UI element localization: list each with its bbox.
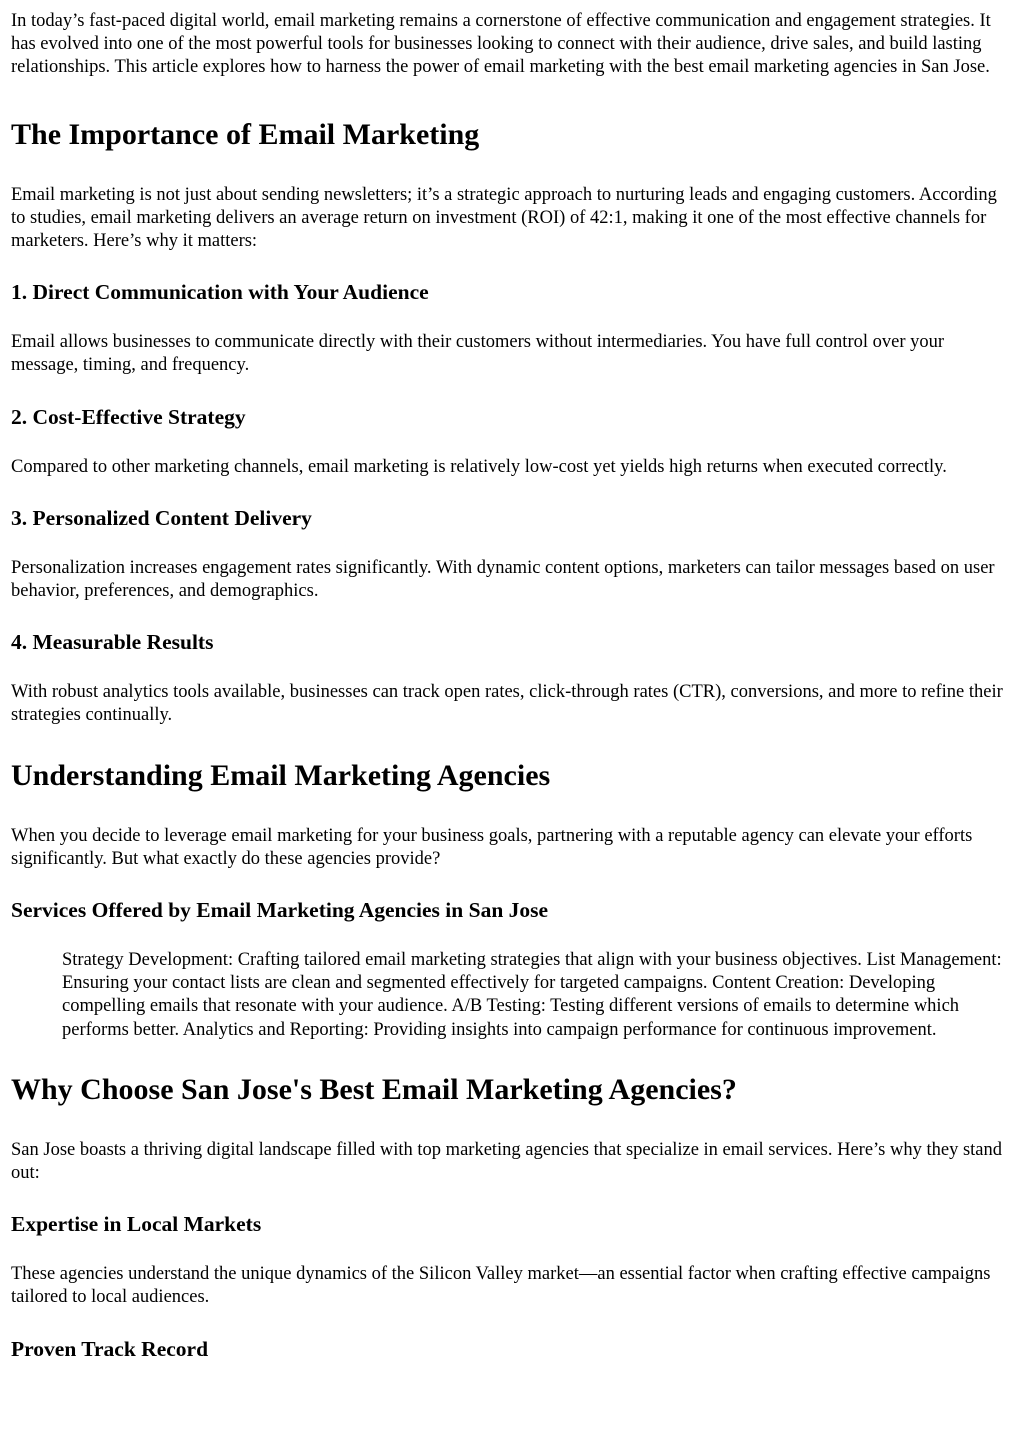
- why-choose-paragraph: San Jose boasts a thriving digital landscape filled with top marketing agencies that specialize in email services. Here’s why they stand out:: [11, 1139, 1003, 1184]
- section-heading-understanding-agencies: Understanding Email Marketing Agencies: [11, 758, 551, 792]
- importance-paragraph: Email marketing is not just about sending newsletters; it’s a strategic approach to nurturing leads and engaging customers. According to studies, email marketing delivers an average return on investment (ROI) of 42:1, making it one of the most effective channels for marketers. Here’s why it matters:: [11, 184, 997, 252]
- subheading-proven-track-record: Proven Track Record: [11, 1336, 209, 1361]
- subheading-cost-effective: 2. Cost-Effective Strategy: [11, 404, 246, 429]
- local-expertise-paragraph: These agencies understand the unique dynamics of the Silicon Valley market—an essential factor when crafting effective campaigns tailored to local audiences.: [11, 1264, 991, 1308]
- section-heading-why-choose: Why Choose San Jose's Best Email Marketing Agencies?: [11, 1072, 737, 1106]
- services-blockquote: Strategy Development: Crafting tailored email marketing strategies that align with your business objectives. List Management: Ensuring your contact lists are clean and segmented effectively for targeted campaigns. Content Creation: Developing compelling emails that resonate with your audience. A/B Testing: Testing different versions of emails to determine which performs better. Analytics and Reporting: Providing insights into campaign performance for continuous improvement.: [62, 950, 1002, 1040]
- subheading-direct-communication: 1. Direct Communication with Your Audience: [11, 280, 429, 305]
- intro-paragraph: In today’s fast-paced digital world, email marketing remains a cornerstone of effective communication and engagement strategies. It has evolved into one of the most powerful tools for businesses looking to connect with their audience, drive sales, and build lasting relationships. This article explores how to harness the power of email marketing with the best email marketing agencies in San Jose.: [11, 11, 991, 78]
- article: [0, 10, 1024, 1362]
- subheading-local-expertise: Expertise in Local Markets: [11, 1212, 262, 1237]
- personalized-content-paragraph: Personalization increases engagement rates significantly. With dynamic content options, marketers can tailor messages based on user behavior, preferences, and demographics.: [11, 557, 995, 602]
- subheading-personalized-content: 3. Personalized Content Delivery: [11, 505, 312, 530]
- subheading-measurable-results: 4. Measurable Results: [11, 630, 214, 655]
- understanding-agencies-paragraph: When you decide to leverage email marketing for your business goals, partnering with a reputable agency can elevate your efforts significantly. But what exactly do these agencies provide?: [11, 825, 973, 869]
- subheading-services-offered: Services Offered by Email Marketing Agencies in San Jose: [11, 898, 549, 923]
- direct-communication-paragraph: Email allows businesses to communicate directly with their customers without intermediaries. You have full control over your message, timing, and frequency.: [11, 332, 945, 376]
- section-heading-importance: The Importance of Email Marketing: [11, 117, 480, 151]
- cost-effective-paragraph: Compared to other marketing channels, email marketing is relatively low-cost yet yields high returns when executed correctly.: [11, 456, 947, 477]
- measurable-results-paragraph: With robust analytics tools available, businesses can track open rates, click-through rates (CTR), conversions, and more to refine their strategies continually.: [11, 682, 1003, 726]
